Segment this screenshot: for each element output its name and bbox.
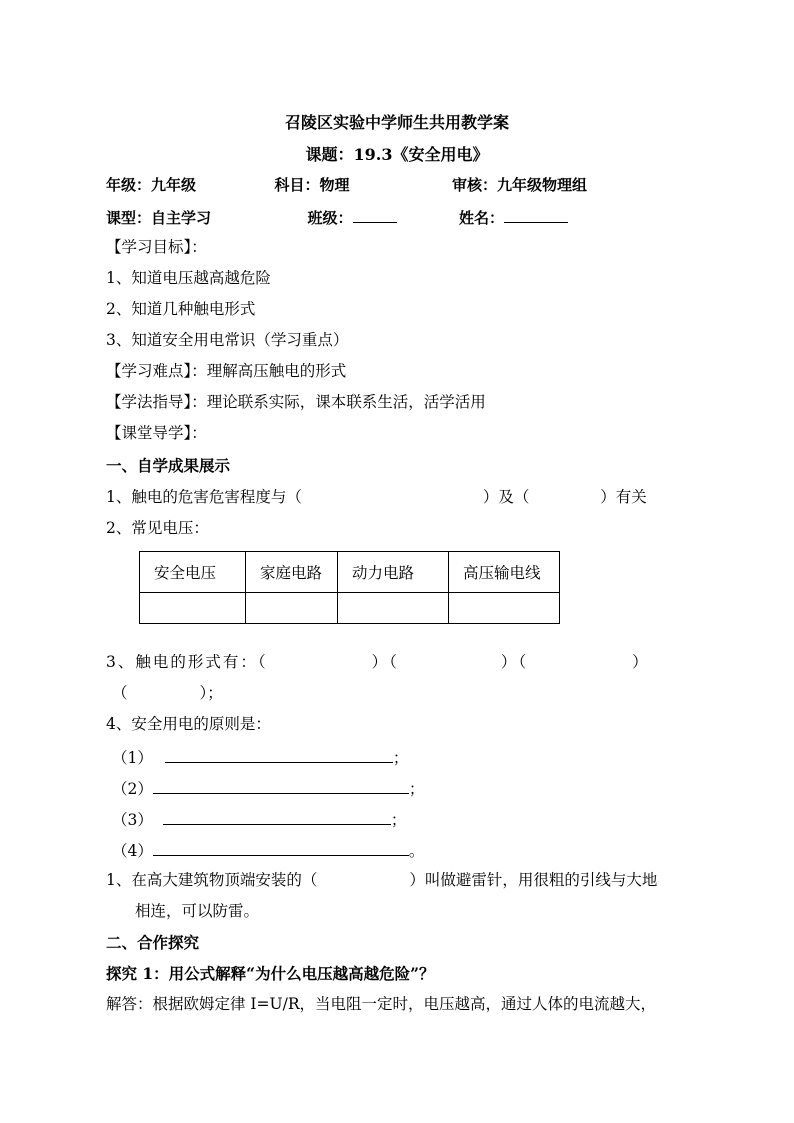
- table-blank-cell[interactable]: [140, 593, 246, 624]
- principle-number: （1）: [112, 749, 153, 767]
- principle-line: [112, 748, 408, 767]
- method-line: 【学法指导】：理论联系实际，课本联系生活，活学活用: [106, 393, 486, 411]
- classroom-heading: 【课堂导学】：: [106, 424, 207, 442]
- table-header-cell: 安全电压: [140, 552, 246, 593]
- table-header-cell: 动力电路: [338, 552, 449, 593]
- info-row-2: [106, 208, 568, 226]
- table-blank-cell[interactable]: [246, 593, 338, 624]
- principle-end: ；: [392, 749, 409, 767]
- difficulty-line: 【学习难点】：理解高压触电的形式: [106, 362, 347, 380]
- name-label: 姓名：: [458, 209, 504, 227]
- reviewer-label: 审核：九年级物理组: [451, 176, 587, 194]
- q3-text: 3、触电的形式有：（: [106, 653, 268, 671]
- q3-sep: ）: [632, 653, 650, 671]
- question-5-cont: 相连，可以防雷。: [135, 902, 260, 920]
- q1-end: ）有关: [600, 488, 647, 506]
- q3-close: ）；: [199, 684, 223, 702]
- question-3-cont: [112, 686, 223, 702]
- class-blank[interactable]: [353, 208, 397, 223]
- principle-line: [112, 810, 406, 829]
- info-row-1: [106, 178, 587, 193]
- school-title: 召陵区实验中学师生共用教学案: [284, 113, 509, 132]
- q5-text-cont: ）叫做避雷针，用很粗的引线与大地: [409, 871, 658, 889]
- name-blank[interactable]: [504, 208, 568, 223]
- question-2: 2、常见电压：: [106, 519, 209, 537]
- lesson-topic: 课题：19.3《安全用电》: [305, 145, 489, 164]
- grade-label: 年级：九年级: [106, 176, 197, 194]
- section2-heading: 二、合作探究: [106, 933, 200, 952]
- section1-heading: 一、自学成果展示: [106, 456, 231, 475]
- table-header-cell: 家庭电路: [246, 552, 338, 593]
- subject-label: 科目：物理: [274, 176, 350, 194]
- q1-mid: ）及（: [482, 488, 530, 506]
- objective-item: 3、知道安全用电常识（学习重点）: [106, 331, 349, 349]
- principle-blank[interactable]: [153, 841, 409, 856]
- principle-blank[interactable]: [153, 779, 409, 794]
- objective-item: 2、知道几种触电形式: [106, 300, 256, 318]
- table-blank-cell[interactable]: [338, 593, 449, 624]
- q3-sep: ）（: [500, 653, 529, 671]
- objectives-heading: 【学习目标】：: [106, 238, 207, 256]
- principle-line: [112, 779, 424, 798]
- table-header-cell: 高压输电线: [449, 552, 560, 593]
- principle-end: 。: [408, 842, 425, 860]
- principle-end: ；: [408, 780, 425, 798]
- question-4: 4、安全用电的原则是：: [106, 715, 271, 733]
- principle-line: [112, 841, 424, 860]
- q3-sep: ）（: [371, 653, 399, 671]
- q1-prefix: 1、触电的危害: [106, 488, 209, 506]
- q1-text: 危害程度与（: [208, 488, 302, 506]
- voltage-table: [139, 551, 560, 624]
- principle-blank[interactable]: [163, 810, 391, 825]
- answer-line: 解答：根据欧姆定律 I=U/R，当电阻一定时，电压越高，通过人体的电流越大，: [106, 995, 656, 1013]
- principle-end: ；: [390, 811, 407, 829]
- principle-number: （3）: [112, 811, 153, 829]
- class-label: 班级：: [307, 209, 353, 227]
- question-5: [106, 873, 657, 889]
- lesson-type-label: 课型：自主学习: [106, 209, 212, 227]
- principle-number: （2）: [112, 780, 153, 798]
- question-1: [106, 490, 647, 506]
- q5-text: 1、在高大建筑物顶端安装的（: [106, 871, 318, 889]
- question-3: [106, 655, 650, 671]
- principle-blank[interactable]: [165, 748, 393, 763]
- table-blank-cell[interactable]: [449, 593, 560, 624]
- principle-number: （4）: [112, 842, 153, 860]
- q3-open: （: [112, 684, 128, 702]
- explore-1: 探究 1：用公式解释“为什么电压越高越危险”？: [106, 964, 435, 983]
- objective-item: 1、知道电压越高越危险: [106, 269, 271, 287]
